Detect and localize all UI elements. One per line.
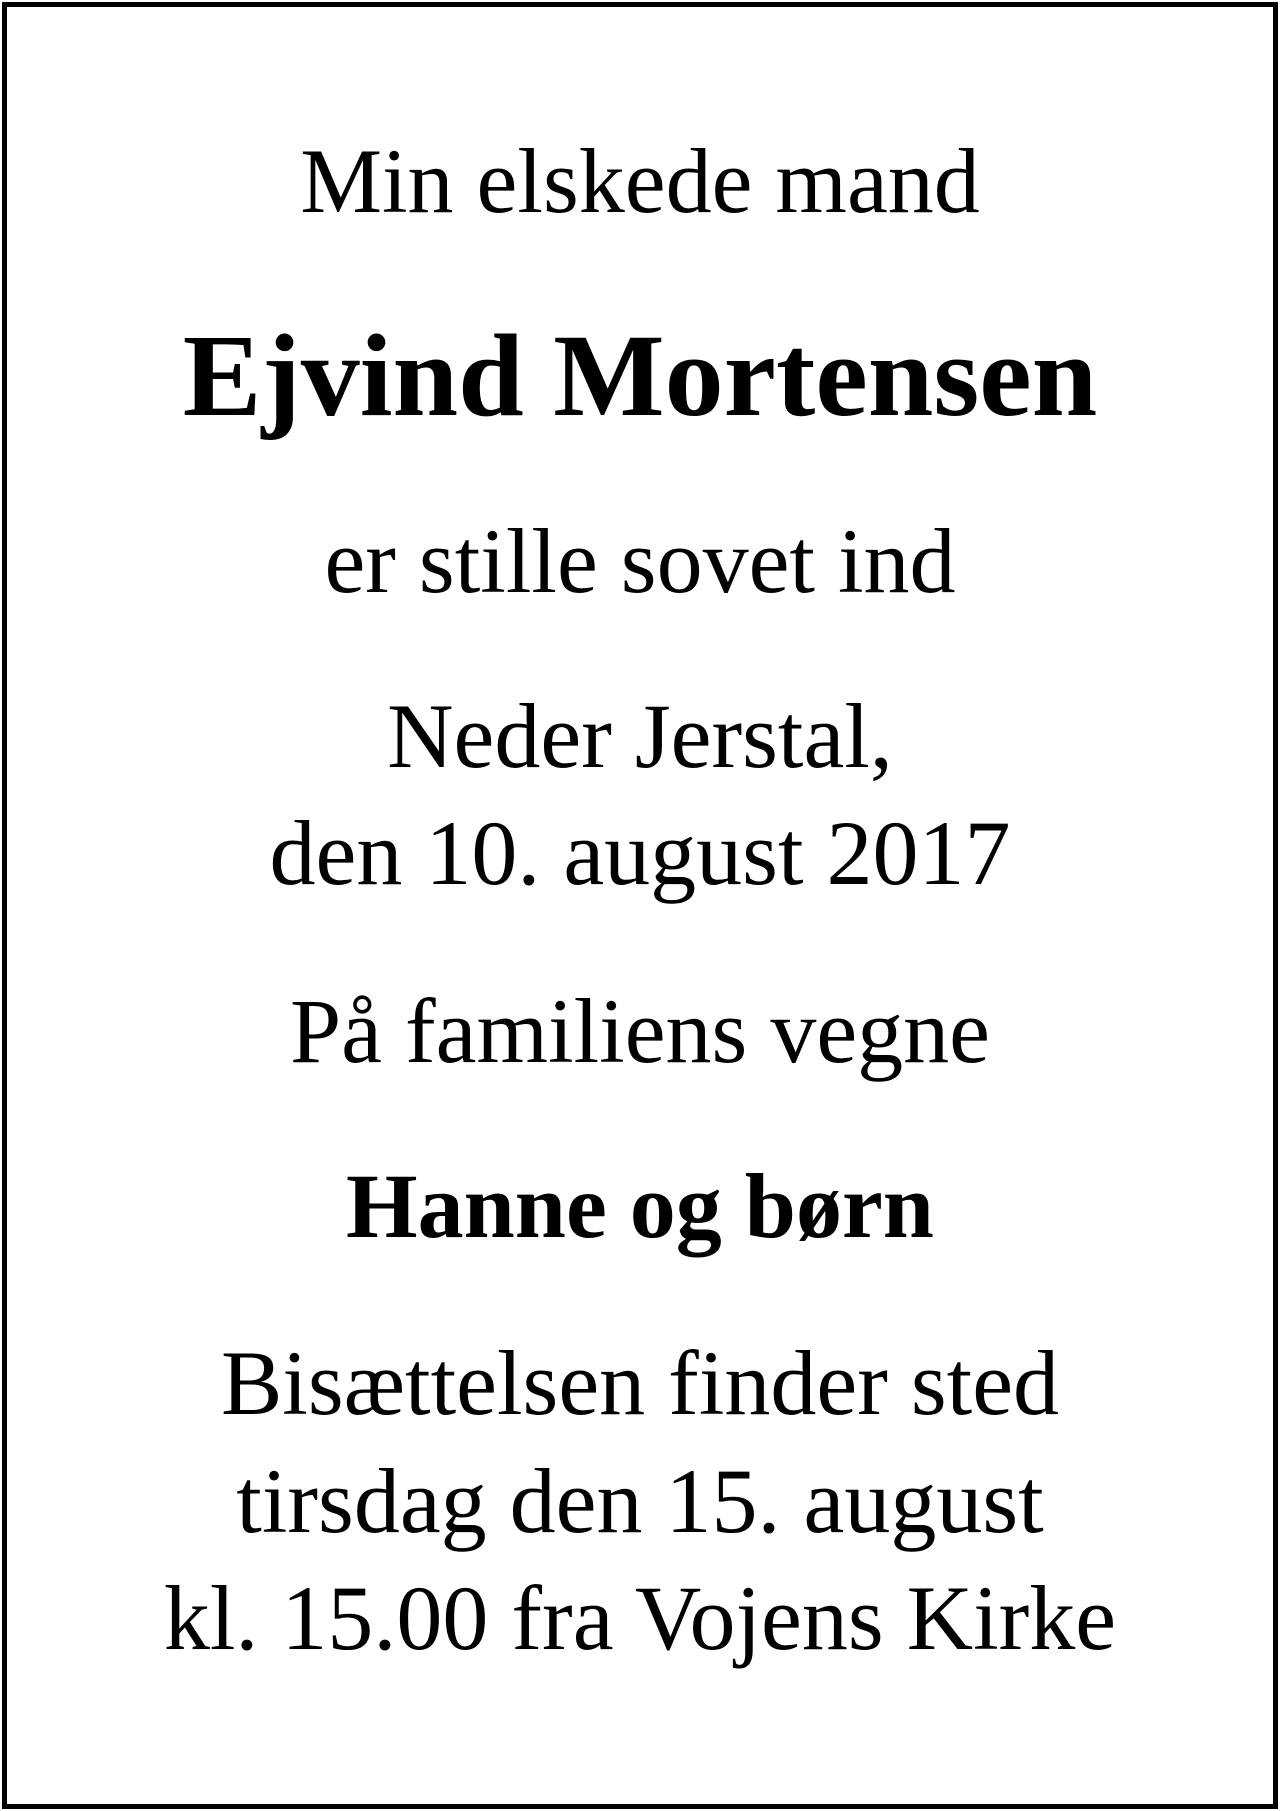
deceased-name: Ejvind Mortensen [182, 310, 1098, 441]
funeral-line-2: tirsdag den 15. august [236, 1450, 1044, 1552]
signers-text: Hanne og børn [346, 1155, 934, 1257]
on-behalf-text: På familiens vegne [289, 980, 991, 1082]
intro-text: Min elskede mand [300, 130, 980, 232]
date-text: den 10. august 2017 [269, 802, 1011, 904]
funeral-line-1: Bisættelsen finder sted [220, 1332, 1060, 1434]
funeral-line-3: kl. 15.00 fra Vojens Kirke [163, 1567, 1117, 1669]
place-text: Neder Jerstal, [387, 685, 893, 787]
obituary-notice [2, 2, 1278, 1809]
passed-away-text: er stille sovet ind [324, 510, 956, 612]
